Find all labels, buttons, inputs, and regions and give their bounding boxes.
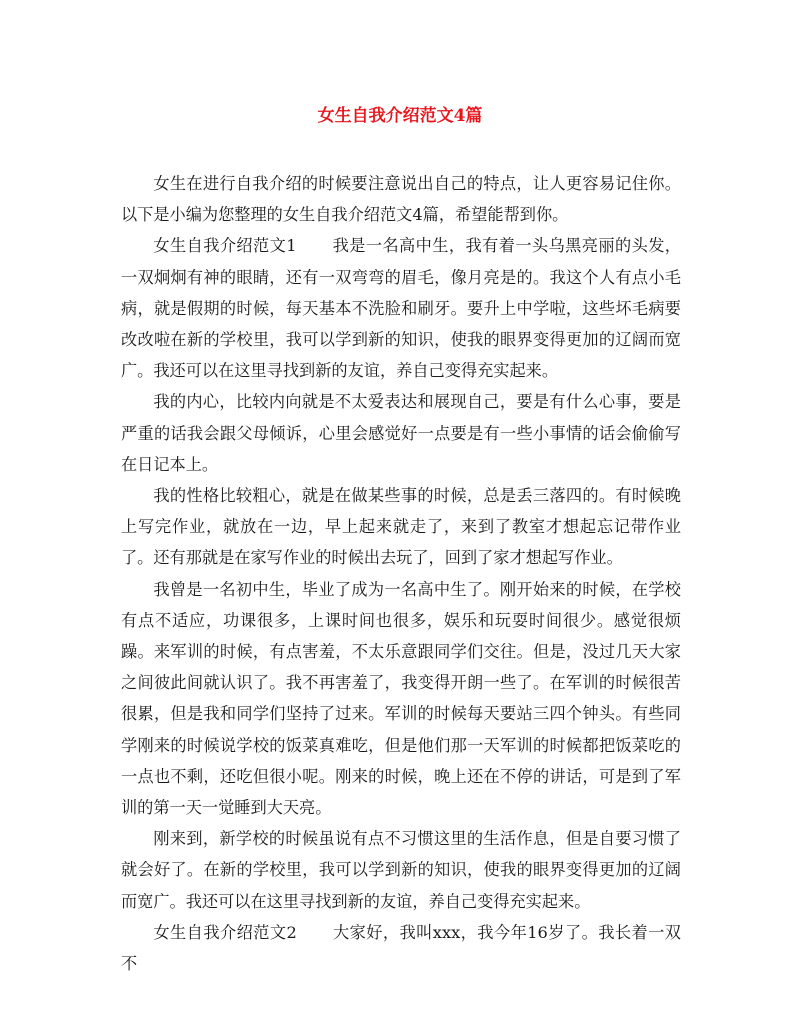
section-1-label: 女生自我介绍范文1 (153, 236, 297, 256)
section-1-text: 我是一名高中生，我有着一头乌黑亮丽的头发，一双炯炯有神的眼睛，还有一双弯弯的眉毛，像月亮是的。我这个人有点小毛病，就是假期的时候，每天基本不洗脸和刷牙。要升上中学啦，这些坏毛病要改改啦在新的学校里，我可以学到新的知识，使我的眼界变得更加的辽阔而宽广。我还可以在这里寻找到新的友谊，养自己变得充实起来。 (121, 236, 681, 381)
paragraph-3: 我的性格比较粗心，就是在做某些事的时候，总是丢三落四的。有时候晚上写完作业，就放在一边，早上起来就走了，来到了教室才想起忘记带作业了。还有那就是在家写作业的时候出去玩了，回到了家才想起写作业。 (121, 486, 681, 568)
section-2-text: 大家好，我叫xxx，我今年16岁了。我长着一双不 (121, 922, 681, 974)
paragraph-5: 刚来到，新学校的时候虽说有点不习惯这里的生活作息，但是自要习惯了就会好了。在新的学校里，我可以学到新的知识，使我的眼界变得更加的辽阔而宽广。我还可以在这里寻找到新的友谊，养自己变得充实起来。 (121, 829, 681, 911)
document-title: 女生自我介绍范文4篇 (317, 106, 483, 126)
paragraph-2: 我的内心，比较内向就是不太爱表达和展现自己，要是有什么心事，要是严重的话我会跟父母倾诉，心里会感觉好一点要是有一些小事情的话会偷偷写在日记本上。 (121, 392, 681, 474)
section-2-paragraph (121, 917, 681, 979)
section-2-label: 女生自我介绍范文2 (153, 922, 297, 942)
intro-paragraph: 女生在进行自我介绍的时候要注意说出自己的特点，让人更容易记住你。以下是小编为您整理的女生自我介绍范文4篇，希望能帮到你。 (121, 174, 681, 225)
paragraph-4: 我曾是一名初中生，毕业了成为一名高中生了。刚开始来的时候，在学校有点不适应，功课很多，上课时间也很多，娱乐和玩耍时间很少。感觉很烦躁。来军训的时候，有点害羞，不太乐意跟同学们交往。但是，没过几天大家之间彼此间就认识了。我不再害羞了，我变得开朗一些了。在军训的时候很苦很累，但是我和同学们坚持了过来。军训的时候每天要站三四个钟头。有些同学刚来的时候说学校的饭菜真难吃，但是他们那一天军训的时候都把饭菜吃的一点也不剩，还吃但很小呢。刚来的时候，晚上还在不停的讲话，可是到了军训的第一天一觉睡到大天亮。 (121, 579, 681, 818)
section-1-paragraph (121, 230, 681, 386)
document-body (121, 168, 681, 979)
